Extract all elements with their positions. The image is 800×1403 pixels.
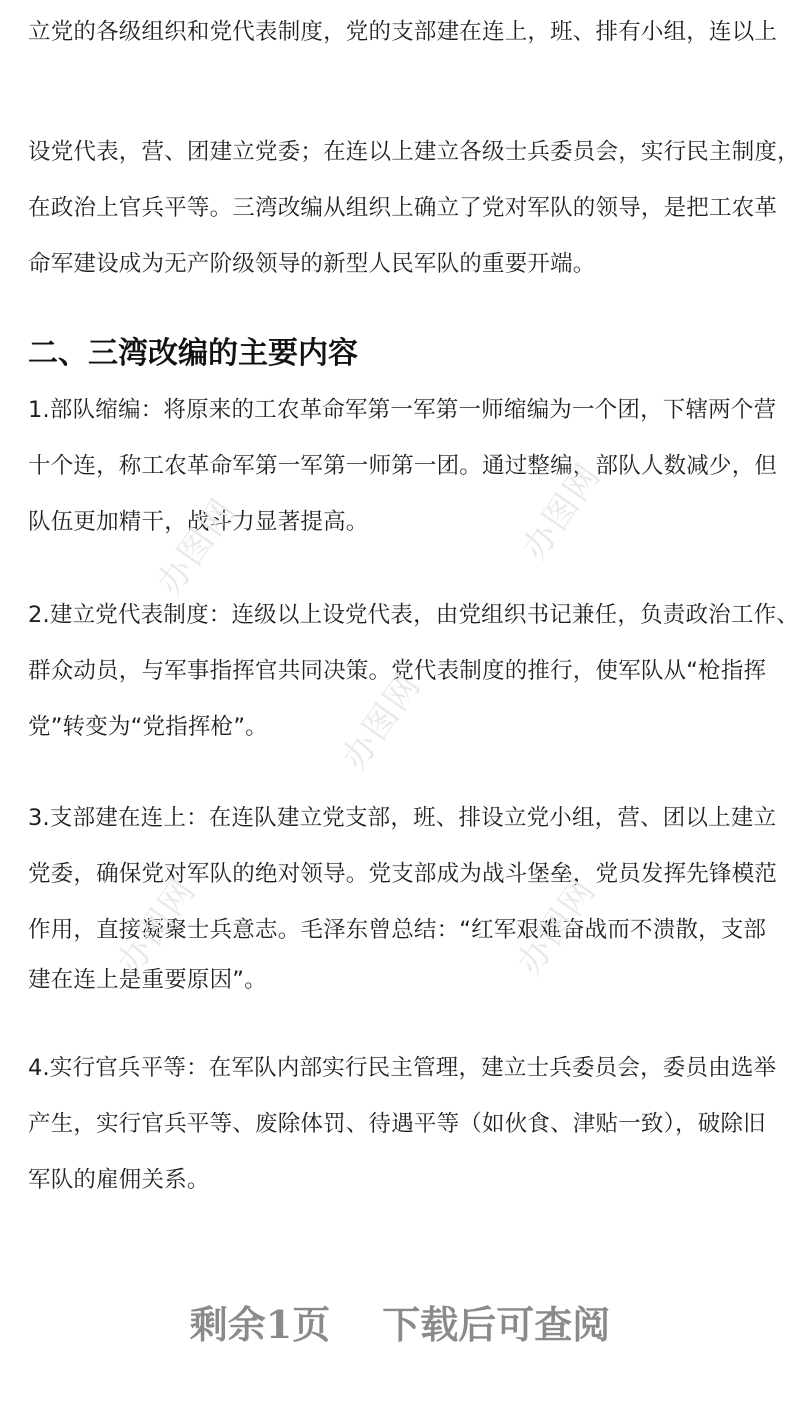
watermark-5: 办图网 — [509, 870, 605, 983]
intro-line-2: 设党代表，营、团建立党委；在连以上建立各级士兵委员会，实行民主制度， — [28, 139, 800, 165]
item-3-line-3: 作用，直接凝聚士兵意志。毛泽东曾总结：“红军艰难奋战而不溃散，支部 — [28, 917, 767, 943]
section-heading: 二、三湾改编的主要内容 — [28, 336, 358, 371]
item-2-line-3: 党”转变为“党指挥枪”。 — [28, 714, 268, 740]
item-4-line-1: 4.实行官兵平等：在军队内部实行民主管理，建立士兵委员会，委员由选举 — [28, 1055, 777, 1081]
item-3-line-1: 3.支部建在连上：在连队建立党支部，班、排设立党小组，营、团以上建立 — [28, 805, 777, 831]
intro-line-3: 在政治上官兵平等。三湾改编从组织上确立了党对军队的领导，是把工农革 — [28, 195, 778, 221]
item-1-line-1: 1.部队缩编：将原来的工农革命军第一军第一师缩编为一个团，下辖两个营 — [28, 397, 777, 423]
item-2-line-2: 群众动员，与军事指挥官共同决策。党代表制度的推行，使军队从“枪指挥 — [28, 658, 767, 684]
intro-line-4: 命军建设成为无产阶级领导的新型人民军队的重要开端。 — [28, 251, 596, 277]
watermark-4: 办图网 — [109, 870, 205, 983]
item-2-line-1: 2.建立党代表制度：连级以上设党代表，由党组织书记兼任，负责政治工作、 — [28, 602, 799, 628]
item-4-line-2: 产生，实行官兵平等、废除体罚、待遇平等（如伙食、津贴一致），破除旧 — [28, 1111, 766, 1137]
watermark-1: 办图网 — [149, 490, 245, 603]
item-1-line-2: 十个连，称工农革命军第一军第一师第一团。通过整编，部队人数减少，但 — [28, 453, 778, 479]
item-1-line-3: 队伍更加精干，战斗力显著提高。 — [28, 509, 369, 535]
item-3-line-4: 建在连上是重要原因”。 — [28, 967, 267, 993]
watermark-3: 办图网 — [334, 665, 430, 778]
download-prompt[interactable] — [0, 1300, 800, 1350]
download-to-view-link[interactable]: 下载后可查阅 — [382, 1302, 611, 1347]
item-4-line-3: 军队的雇佣关系。 — [28, 1167, 210, 1193]
item-3-line-2: 党委，确保党对军队的绝对领导。党支部成为战斗堡垒，党员发挥先锋模范 — [28, 861, 778, 887]
intro-line-1: 立党的各级组织和党代表制度，党的支部建在连上，班、排有小组，连以上 — [28, 19, 778, 45]
watermark-2: 办图网 — [514, 455, 610, 568]
remaining-pages-text: 剩余1页 — [189, 1302, 331, 1347]
